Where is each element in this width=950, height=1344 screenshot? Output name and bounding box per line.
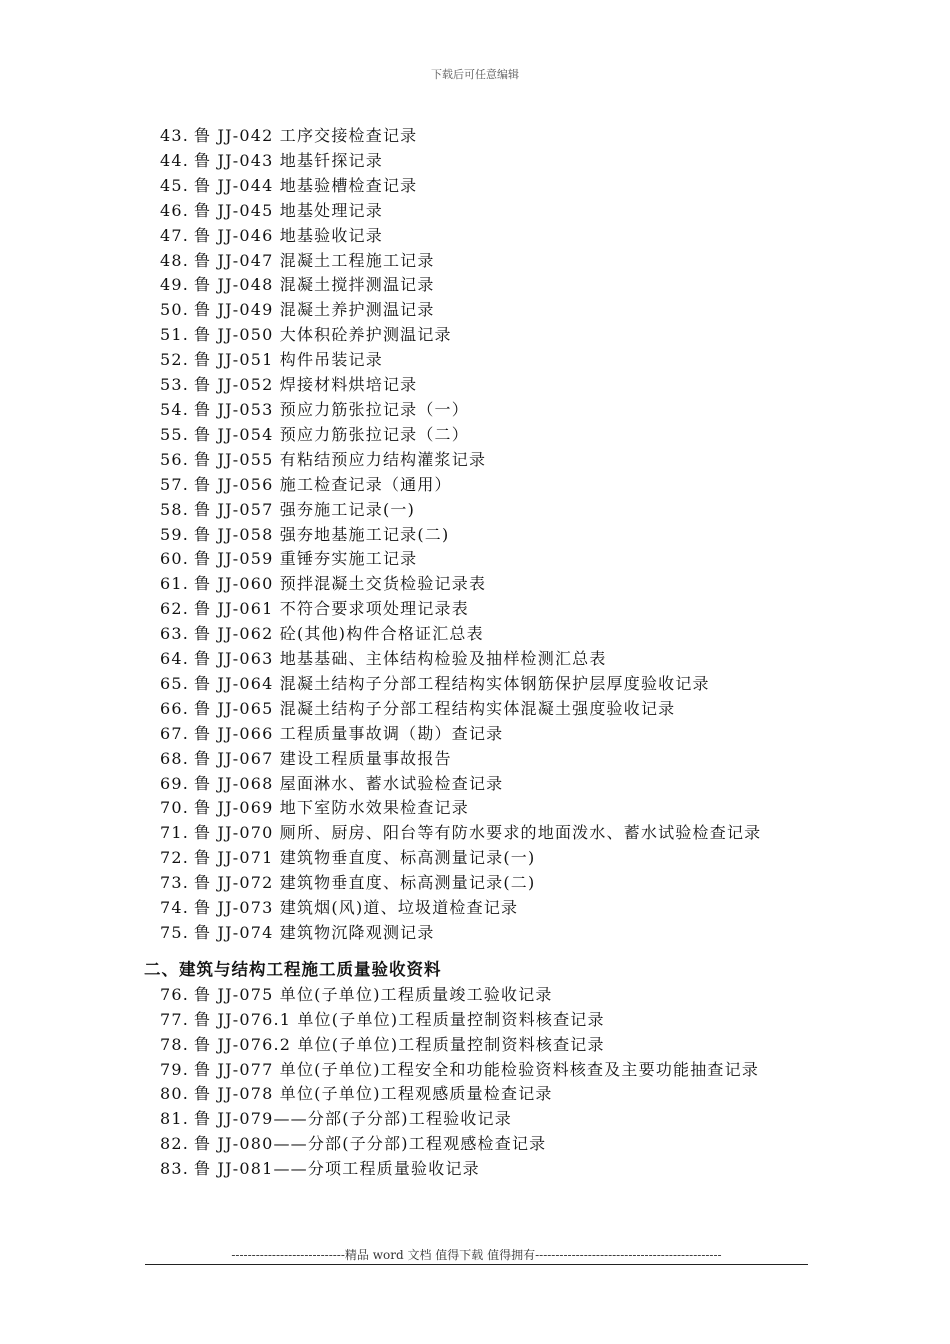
footer-divider bbox=[145, 1264, 808, 1265]
item-title: 鲁 JJ-066 工程质量事故调（勘）查记录 bbox=[194, 723, 504, 743]
item-number: 65. bbox=[160, 673, 190, 693]
item-title: 鲁 JJ-064 混凝土结构子分部工程结构实体钢筋保护层厚度验收记录 bbox=[194, 673, 710, 693]
item-number: 61. bbox=[160, 574, 190, 594]
list-item bbox=[160, 1008, 820, 1033]
item-title: 鲁 JJ-061 不符合要求项处理记录表 bbox=[194, 599, 469, 619]
item-title: 鲁 JJ-074 建筑物沉降观测记录 bbox=[194, 923, 435, 942]
list-item bbox=[160, 796, 820, 821]
list-item bbox=[160, 747, 820, 772]
item-number: 46. bbox=[160, 200, 190, 220]
list-item bbox=[160, 523, 820, 548]
list-item bbox=[160, 821, 820, 846]
item-title: 鲁 JJ-078 单位(子单位)工程观感质量检查记录 bbox=[194, 1084, 553, 1104]
item-number: 43. bbox=[160, 126, 190, 145]
item-number: 48. bbox=[160, 250, 190, 270]
list-item bbox=[160, 149, 820, 174]
list-item bbox=[160, 124, 820, 149]
item-title: 鲁 JJ-055 有粘结预应力结构灌浆记录 bbox=[194, 449, 487, 469]
item-number: 59. bbox=[160, 524, 190, 544]
list-item bbox=[160, 846, 820, 871]
item-number: 66. bbox=[160, 698, 190, 718]
item-number: 58. bbox=[160, 499, 190, 519]
item-title: 鲁 JJ-070 厕所、厨房、阳台等有防水要求的地面泼水、蓄水试验检查记录 bbox=[194, 823, 762, 843]
item-title: 鲁 JJ-049 混凝土养护测温记录 bbox=[194, 300, 435, 320]
list-item bbox=[160, 1033, 820, 1058]
item-title: 鲁 JJ-060 预拌混凝土交货检验记录表 bbox=[194, 574, 487, 594]
item-title: 鲁 JJ-063 地基基础、主体结构检验及抽样检测汇总表 bbox=[194, 649, 607, 669]
page-footer: ----------------------------精品 word 文档 值得下载 值得拥有---------------------------------------------- bbox=[231, 1248, 722, 1262]
item-number: 69. bbox=[160, 773, 190, 793]
item-title: 鲁 JJ-043 地基钎探记录 bbox=[194, 150, 383, 170]
section-title: 二、建筑与结构工程施工质量验收资料 bbox=[144, 959, 442, 979]
list-item bbox=[160, 1132, 820, 1157]
item-number: 49. bbox=[160, 275, 190, 295]
item-title: 鲁 JJ-057 强夯施工记录(一) bbox=[194, 499, 416, 519]
item-number: 45. bbox=[160, 175, 190, 195]
list-item bbox=[160, 273, 820, 298]
page-header: 下载后可任意编辑 bbox=[431, 68, 519, 81]
item-number: 44. bbox=[160, 150, 190, 170]
item-title: 鲁 JJ-075 单位(子单位)工程质量竣工验收记录 bbox=[194, 984, 553, 1004]
list-item bbox=[160, 1082, 820, 1107]
list-item bbox=[160, 224, 820, 249]
item-number: 51. bbox=[160, 325, 190, 345]
item-number: 83. bbox=[160, 1159, 190, 1179]
item-number: 56. bbox=[160, 449, 190, 469]
item-title: 鲁 JJ-071 建筑物垂直度、标高测量记录(一) bbox=[194, 848, 536, 868]
item-number: 55. bbox=[160, 424, 190, 444]
list-item bbox=[160, 572, 820, 597]
list-item bbox=[160, 373, 820, 398]
item-title: 鲁 JJ-072 建筑物垂直度、标高测量记录(二) bbox=[194, 873, 536, 893]
list-item bbox=[160, 772, 820, 797]
record-group-2 bbox=[160, 983, 820, 1182]
item-number: 80. bbox=[160, 1084, 190, 1104]
list-item bbox=[160, 547, 820, 572]
item-title: 鲁 JJ-081——分项工程质量验收记录 bbox=[194, 1159, 480, 1179]
item-title: 鲁 JJ-052 焊接材料烘培记录 bbox=[194, 375, 418, 395]
item-number: 70. bbox=[160, 798, 190, 818]
list-item bbox=[160, 983, 820, 1008]
item-title: 鲁 JJ-068 屋面淋水、蓄水试验检查记录 bbox=[194, 773, 504, 793]
item-title: 鲁 JJ-044 地基验槽检查记录 bbox=[194, 175, 418, 195]
list-item bbox=[160, 921, 820, 946]
item-number: 67. bbox=[160, 723, 190, 743]
item-title: 鲁 JJ-076.2 单位(子单位)工程质量控制资料核查记录 bbox=[194, 1034, 605, 1054]
list-item bbox=[160, 199, 820, 224]
item-title: 鲁 JJ-053 预应力筋张拉记录（一） bbox=[194, 399, 469, 419]
list-item bbox=[160, 722, 820, 747]
item-number: 64. bbox=[160, 649, 190, 669]
item-number: 76. bbox=[160, 984, 190, 1004]
item-number: 62. bbox=[160, 599, 190, 619]
record-list bbox=[144, 124, 820, 1182]
list-item bbox=[160, 323, 820, 348]
list-item bbox=[160, 298, 820, 323]
item-number: 52. bbox=[160, 350, 190, 370]
item-number: 68. bbox=[160, 748, 190, 768]
item-number: 54. bbox=[160, 399, 190, 419]
list-item bbox=[160, 473, 820, 498]
list-item bbox=[160, 1058, 820, 1083]
item-title: 鲁 JJ-067 建设工程质量事故报告 bbox=[194, 748, 452, 768]
item-title: 鲁 JJ-047 混凝土工程施工记录 bbox=[194, 250, 435, 270]
item-number: 73. bbox=[160, 873, 190, 893]
list-item bbox=[160, 672, 820, 697]
list-item bbox=[160, 448, 820, 473]
item-number: 79. bbox=[160, 1059, 190, 1079]
item-title: 鲁 JJ-046 地基验收记录 bbox=[194, 225, 383, 245]
item-title: 鲁 JJ-054 预应力筋张拉记录（二） bbox=[194, 424, 469, 444]
item-title: 鲁 JJ-048 混凝土搅拌测温记录 bbox=[194, 275, 435, 295]
list-item bbox=[160, 622, 820, 647]
list-item bbox=[160, 896, 820, 921]
list-item bbox=[160, 498, 820, 523]
item-title: 鲁 JJ-062 砼(其他)构件合格证汇总表 bbox=[194, 624, 484, 644]
item-title: 鲁 JJ-045 地基处理记录 bbox=[194, 200, 383, 220]
list-item bbox=[160, 423, 820, 448]
item-number: 77. bbox=[160, 1009, 190, 1029]
list-item bbox=[160, 348, 820, 373]
item-number: 81. bbox=[160, 1109, 190, 1129]
list-item bbox=[160, 1107, 820, 1132]
list-item bbox=[160, 647, 820, 672]
item-title: 鲁 JJ-079——分部(子分部)工程验收记录 bbox=[194, 1109, 512, 1129]
item-number: 74. bbox=[160, 898, 190, 918]
list-item bbox=[160, 174, 820, 199]
item-title: 鲁 JJ-069 地下室防水效果检查记录 bbox=[194, 798, 469, 818]
record-group-1 bbox=[160, 124, 820, 946]
item-title: 鲁 JJ-042 工序交接检查记录 bbox=[194, 126, 418, 145]
item-number: 71. bbox=[160, 823, 190, 843]
item-number: 63. bbox=[160, 624, 190, 644]
item-number: 53. bbox=[160, 375, 190, 395]
item-number: 60. bbox=[160, 549, 190, 569]
item-title: 鲁 JJ-076.1 单位(子单位)工程质量控制资料核查记录 bbox=[194, 1009, 605, 1029]
item-title: 鲁 JJ-051 构件吊装记录 bbox=[194, 350, 383, 370]
item-number: 47. bbox=[160, 225, 190, 245]
item-title: 鲁 JJ-056 施工检查记录（通用） bbox=[194, 474, 452, 494]
item-number: 78. bbox=[160, 1034, 190, 1054]
item-title: 鲁 JJ-080——分部(子分部)工程观感检查记录 bbox=[194, 1134, 547, 1154]
item-number: 82. bbox=[160, 1134, 190, 1154]
item-title: 鲁 JJ-059 重锤夯实施工记录 bbox=[194, 549, 418, 569]
list-item bbox=[160, 597, 820, 622]
item-number: 50. bbox=[160, 300, 190, 320]
list-item bbox=[160, 871, 820, 896]
list-item bbox=[160, 697, 820, 722]
item-title: 鲁 JJ-073 建筑烟(风)道、垃圾道检查记录 bbox=[194, 898, 519, 918]
item-number: 72. bbox=[160, 848, 190, 868]
item-title: 鲁 JJ-077 单位(子单位)工程安全和功能检验资料核查及主要功能抽查记录 bbox=[194, 1059, 760, 1079]
list-item bbox=[160, 1157, 820, 1182]
list-item bbox=[160, 398, 820, 423]
item-number: 75. bbox=[160, 923, 190, 942]
item-title: 鲁 JJ-065 混凝土结构子分部工程结构实体混凝土强度验收记录 bbox=[194, 698, 676, 718]
item-number: 57. bbox=[160, 474, 190, 494]
list-item bbox=[160, 249, 820, 274]
item-title: 鲁 JJ-050 大体积砼养护测温记录 bbox=[194, 325, 452, 345]
item-title: 鲁 JJ-058 强夯地基施工记录(二) bbox=[194, 524, 450, 544]
